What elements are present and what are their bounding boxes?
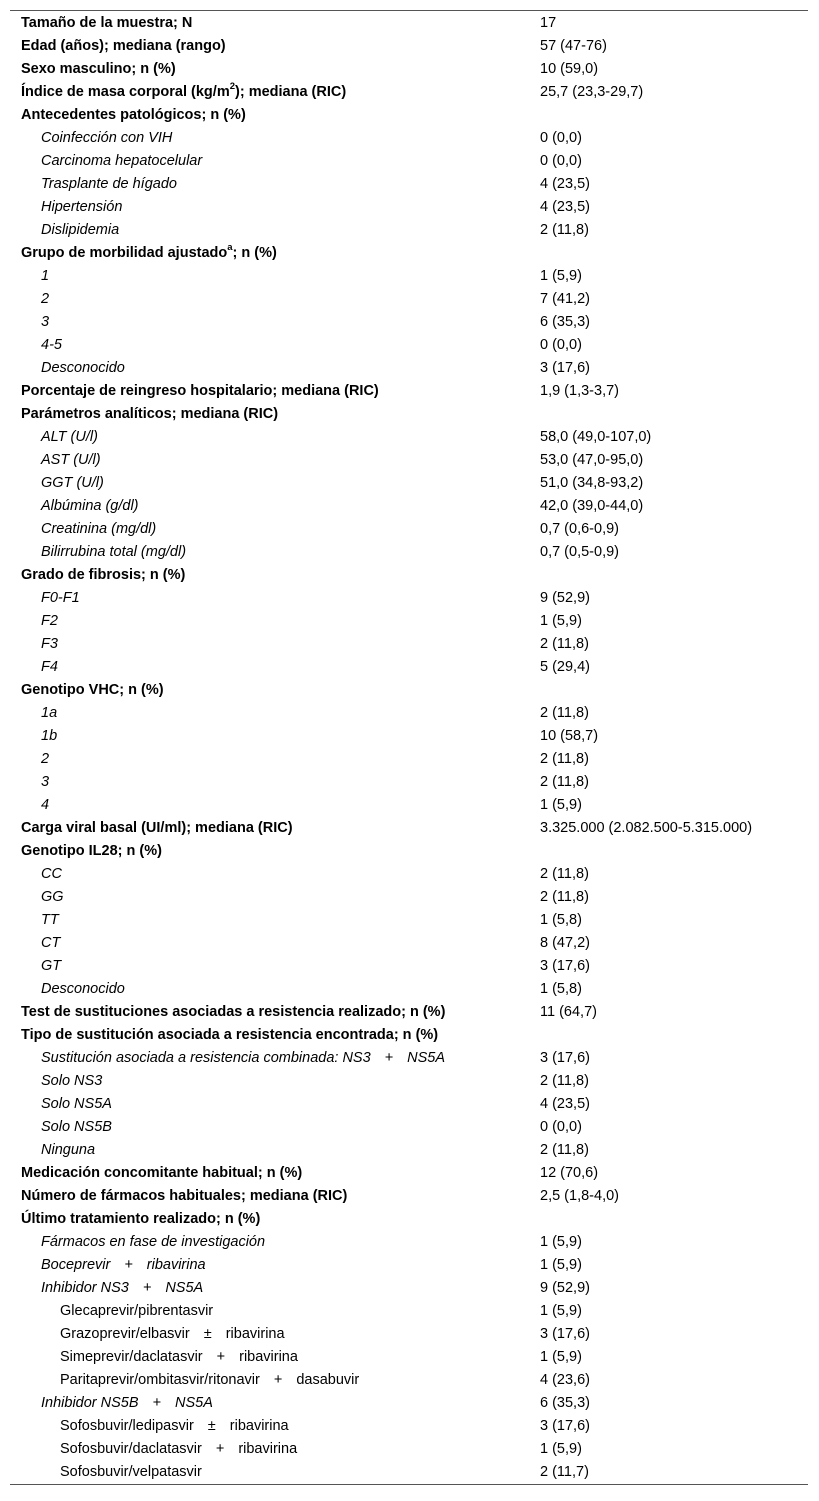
table-row <box>10 1369 808 1392</box>
row-value: 6 (35,3) <box>540 1395 590 1411</box>
table-row <box>10 955 808 978</box>
table-row <box>10 1438 808 1461</box>
table-row <box>10 265 808 288</box>
row-label: Sofosbuvir/ledipasvir ± ribavirina <box>60 1418 289 1434</box>
table-row <box>10 196 808 219</box>
row-value: 58,0 (49,0-107,0) <box>540 429 652 445</box>
table-row-heading <box>10 679 808 702</box>
row-value: 4 (23,5) <box>540 1096 590 1112</box>
row-value: 3 (17,6) <box>540 360 590 376</box>
row-value: 1 (5,9) <box>540 1303 582 1319</box>
row-value: 51,0 (34,8-93,2) <box>540 475 644 491</box>
row-value: 2 (11,8) <box>540 889 589 905</box>
table-row <box>10 127 808 150</box>
table-row <box>10 311 808 334</box>
table-row-heading <box>10 817 808 840</box>
table-row-heading <box>10 81 808 104</box>
row-label: Tamaño de la muestra; N <box>21 15 193 31</box>
row-label: Genotipo VHC; n (%) <box>21 682 164 698</box>
table-row-heading <box>10 1024 808 1047</box>
row-label: 3 <box>41 774 50 790</box>
row-label: 2 <box>41 751 50 767</box>
row-value: 1 (5,9) <box>540 1349 582 1365</box>
table-row-heading <box>10 1208 808 1231</box>
row-label: Solo NS3 <box>41 1073 103 1089</box>
table-row <box>10 472 808 495</box>
table-row <box>10 702 808 725</box>
row-value: 9 (52,9) <box>540 1280 590 1296</box>
row-label: Creatinina (mg/dl) <box>41 521 157 537</box>
row-value: 2 (11,8) <box>540 636 589 652</box>
row-label: Sofosbuvir/daclatasvir + ribavirina <box>60 1441 298 1457</box>
row-label: 1a <box>41 705 58 721</box>
row-value: 4 (23,5) <box>540 199 590 215</box>
row-label: Dislipidemia <box>41 222 120 238</box>
row-label: Grazoprevir/elbasvir ± ribavirina <box>60 1326 285 1342</box>
table-row <box>10 1346 808 1369</box>
row-label: Trasplante de hígado <box>41 176 177 192</box>
row-value: 9 (52,9) <box>540 590 590 606</box>
row-label: 3 <box>41 314 50 330</box>
row-label: Grado de fibrosis; n (%) <box>21 567 186 583</box>
row-value: 3 (17,6) <box>540 1050 590 1066</box>
row-label: 1 <box>41 268 50 284</box>
table-row <box>10 1116 808 1139</box>
row-value: 53,0 (47,0-95,0) <box>540 452 644 468</box>
row-label: F4 <box>41 659 58 675</box>
table-row-heading <box>10 1001 808 1024</box>
table-row <box>10 518 808 541</box>
characteristics-table <box>10 10 808 1485</box>
row-label: GGT (U/l) <box>41 475 104 491</box>
row-label: Inhibidor NS3 + NS5A <box>41 1280 204 1296</box>
row-label: F2 <box>41 613 58 629</box>
row-label: GG <box>41 889 64 905</box>
table-row <box>10 725 808 748</box>
row-value: 2 (11,8) <box>540 1142 589 1158</box>
row-label: Fármacos en fase de investigación <box>41 1234 266 1250</box>
row-value: 8 (47,2) <box>540 935 590 951</box>
table-row <box>10 1461 808 1484</box>
row-label: Solo NS5B <box>41 1119 112 1135</box>
row-label: Coinfección con VIH <box>41 130 173 146</box>
row-label: Carcinoma hepatocelular <box>41 153 203 169</box>
row-label: AST (U/l) <box>41 452 101 468</box>
table-row-heading <box>10 564 808 587</box>
table-row-heading <box>10 35 808 58</box>
row-value: 6 (35,3) <box>540 314 590 330</box>
row-value: 1,9 (1,3-3,7) <box>540 383 619 399</box>
row-value: 2 (11,7) <box>540 1464 589 1480</box>
row-value: 3 (17,6) <box>540 958 590 974</box>
row-label: Desconocido <box>41 981 125 997</box>
row-label: Edad (años); mediana (rango) <box>21 38 226 54</box>
table-row-heading <box>10 12 808 35</box>
table-row <box>10 1139 808 1162</box>
row-label: Grupo de morbilidad ajustado$^a$; n (%) <box>21 242 277 261</box>
table-row-heading <box>10 58 808 81</box>
row-label: F3 <box>41 636 58 652</box>
row-label: Glecaprevir/pibrentasvir <box>60 1303 214 1319</box>
row-value: 1 (5,9) <box>540 797 582 813</box>
row-value: 11 (64,7) <box>540 1004 597 1020</box>
row-label: Sexo masculino; n (%) <box>21 61 176 77</box>
row-value: 17 <box>540 15 557 31</box>
row-value: 42,0 (39,0-44,0) <box>540 498 644 514</box>
row-label: Hipertensión <box>41 199 123 215</box>
row-label: Antecedentes patológicos; n (%) <box>21 107 246 123</box>
table-row <box>10 909 808 932</box>
row-label: Albúmina (g/dl) <box>41 498 139 514</box>
table-row <box>10 1300 808 1323</box>
table-row-heading <box>10 1185 808 1208</box>
table-row <box>10 173 808 196</box>
row-value: 4 (23,6) <box>540 1372 590 1388</box>
table-row <box>10 587 808 610</box>
row-label: Paritaprevir/ombitasvir/ritonavir + dasabuvir <box>60 1372 360 1388</box>
table-row <box>10 1415 808 1438</box>
table-row-heading <box>10 1162 808 1185</box>
table-row <box>10 219 808 242</box>
row-label: ALT (U/l) <box>41 429 98 445</box>
table-row <box>10 1277 808 1300</box>
table-row <box>10 748 808 771</box>
row-label: Simeprevir/daclatasvir + ribavirina <box>60 1349 298 1365</box>
table-row <box>10 771 808 794</box>
row-value: 1 (5,9) <box>540 613 582 629</box>
row-label: Medicación concomitante habitual; n (%) <box>21 1165 303 1181</box>
row-label: Parámetros analíticos; mediana (RIC) <box>21 406 279 422</box>
table-row <box>10 495 808 518</box>
row-value: 1 (5,9) <box>540 1257 582 1273</box>
table-row <box>10 932 808 955</box>
table-row <box>10 1392 808 1415</box>
row-label: Índice de masa corporal $(kg/m^2)$; mediana (RIC) <box>21 81 347 100</box>
row-label: Solo NS5A <box>41 1096 112 1112</box>
row-value: 0,7 (0,6-0,9) <box>540 521 619 537</box>
row-value: 2 (11,8) <box>540 751 589 767</box>
table-row-heading <box>10 380 808 403</box>
row-value: 0 (0,0) <box>540 153 582 169</box>
row-label: Ninguna <box>41 1142 96 1158</box>
row-label: 2 <box>41 291 50 307</box>
row-label: Test de sustituciones asociadas a resistencia realizado; n (%) <box>21 1004 446 1020</box>
table-row-heading <box>10 242 808 265</box>
table-row <box>10 978 808 1001</box>
table-row <box>10 656 808 679</box>
row-label: Sustitución asociada a resistencia combinada: NS3 + NS5A <box>41 1050 446 1066</box>
row-value: 2 (11,8) <box>540 222 589 238</box>
row-value: 2 (11,8) <box>540 774 589 790</box>
table-row <box>10 1254 808 1277</box>
row-label: CC <box>41 866 62 882</box>
row-value: 2 (11,8) <box>540 705 589 721</box>
table-row <box>10 1070 808 1093</box>
row-value: 3.325.000 (2.082.500-5.315.000) <box>540 820 753 836</box>
row-value: 1 (5,9) <box>540 1441 582 1457</box>
table-row <box>10 1323 808 1346</box>
table-row <box>10 541 808 564</box>
row-value: 57 (47-76) <box>540 38 607 54</box>
row-value: 5 (29,4) <box>540 659 590 675</box>
row-label: Último tratamiento realizado; n (%) <box>21 1211 261 1227</box>
row-value: 0 (0,0) <box>540 337 582 353</box>
row-label: 1b <box>41 728 58 744</box>
row-value: 1 (5,8) <box>540 981 582 997</box>
row-value: 0 (0,0) <box>540 1119 582 1135</box>
table-row-heading <box>10 403 808 426</box>
row-label: GT <box>41 958 62 974</box>
row-value: 1 (5,9) <box>540 1234 582 1250</box>
table-row <box>10 886 808 909</box>
row-label: Sofosbuvir/velpatasvir <box>60 1464 202 1480</box>
row-label: Boceprevir + ribavirina <box>41 1257 206 1273</box>
row-value: 2 (11,8) <box>540 1073 589 1089</box>
table-row <box>10 633 808 656</box>
table-row <box>10 357 808 380</box>
row-label: CT <box>41 935 61 951</box>
table-row <box>10 863 808 886</box>
row-value: 0 (0,0) <box>540 130 582 146</box>
table-row-heading <box>10 104 808 127</box>
row-value: 3 (17,6) <box>540 1418 590 1434</box>
table-row <box>10 1093 808 1116</box>
row-value: 1 (5,9) <box>540 268 582 284</box>
row-value: 10 (59,0) <box>540 61 599 77</box>
table-row <box>10 426 808 449</box>
table-row <box>10 150 808 173</box>
row-value: 2,5 (1,8-4,0) <box>540 1188 619 1204</box>
row-label: TT <box>41 912 59 928</box>
table-row <box>10 449 808 472</box>
row-label: Porcentaje de reingreso hospitalario; mediana (RIC) <box>21 383 379 399</box>
row-value: 1 (5,8) <box>540 912 582 928</box>
row-label: Carga viral basal (UI/ml); mediana (RIC) <box>21 820 293 836</box>
row-label: Desconocido <box>41 360 125 376</box>
row-label: Bilirrubina total (mg/dl) <box>41 544 187 560</box>
row-value: 0,7 (0,5-0,9) <box>540 544 619 560</box>
table-row-heading <box>10 840 808 863</box>
row-value: 4 (23,5) <box>540 176 590 192</box>
row-label: F0-F1 <box>41 590 80 606</box>
table-row <box>10 1231 808 1254</box>
row-label: Genotipo IL28; n (%) <box>21 843 162 859</box>
row-value: 25,7 (23,3-29,7) <box>540 84 644 100</box>
row-value: 3 (17,6) <box>540 1326 590 1342</box>
table-row <box>10 610 808 633</box>
table-row <box>10 794 808 817</box>
row-label: 4 <box>41 797 50 813</box>
row-value: 12 (70,6) <box>540 1165 599 1181</box>
row-value: 7 (41,2) <box>540 291 590 307</box>
row-label: Tipo de sustitución asociada a resistencia encontrada; n (%) <box>21 1027 439 1043</box>
table-row <box>10 334 808 357</box>
row-value: 2 (11,8) <box>540 866 589 882</box>
table-row <box>10 288 808 311</box>
row-label: Número de fármacos habituales; mediana (RIC) <box>21 1188 348 1204</box>
row-label: Inhibidor NS5B + NS5A <box>41 1395 213 1411</box>
row-value: 10 (58,7) <box>540 728 599 744</box>
table-row <box>10 1047 808 1070</box>
row-label: 4-5 <box>41 337 62 353</box>
